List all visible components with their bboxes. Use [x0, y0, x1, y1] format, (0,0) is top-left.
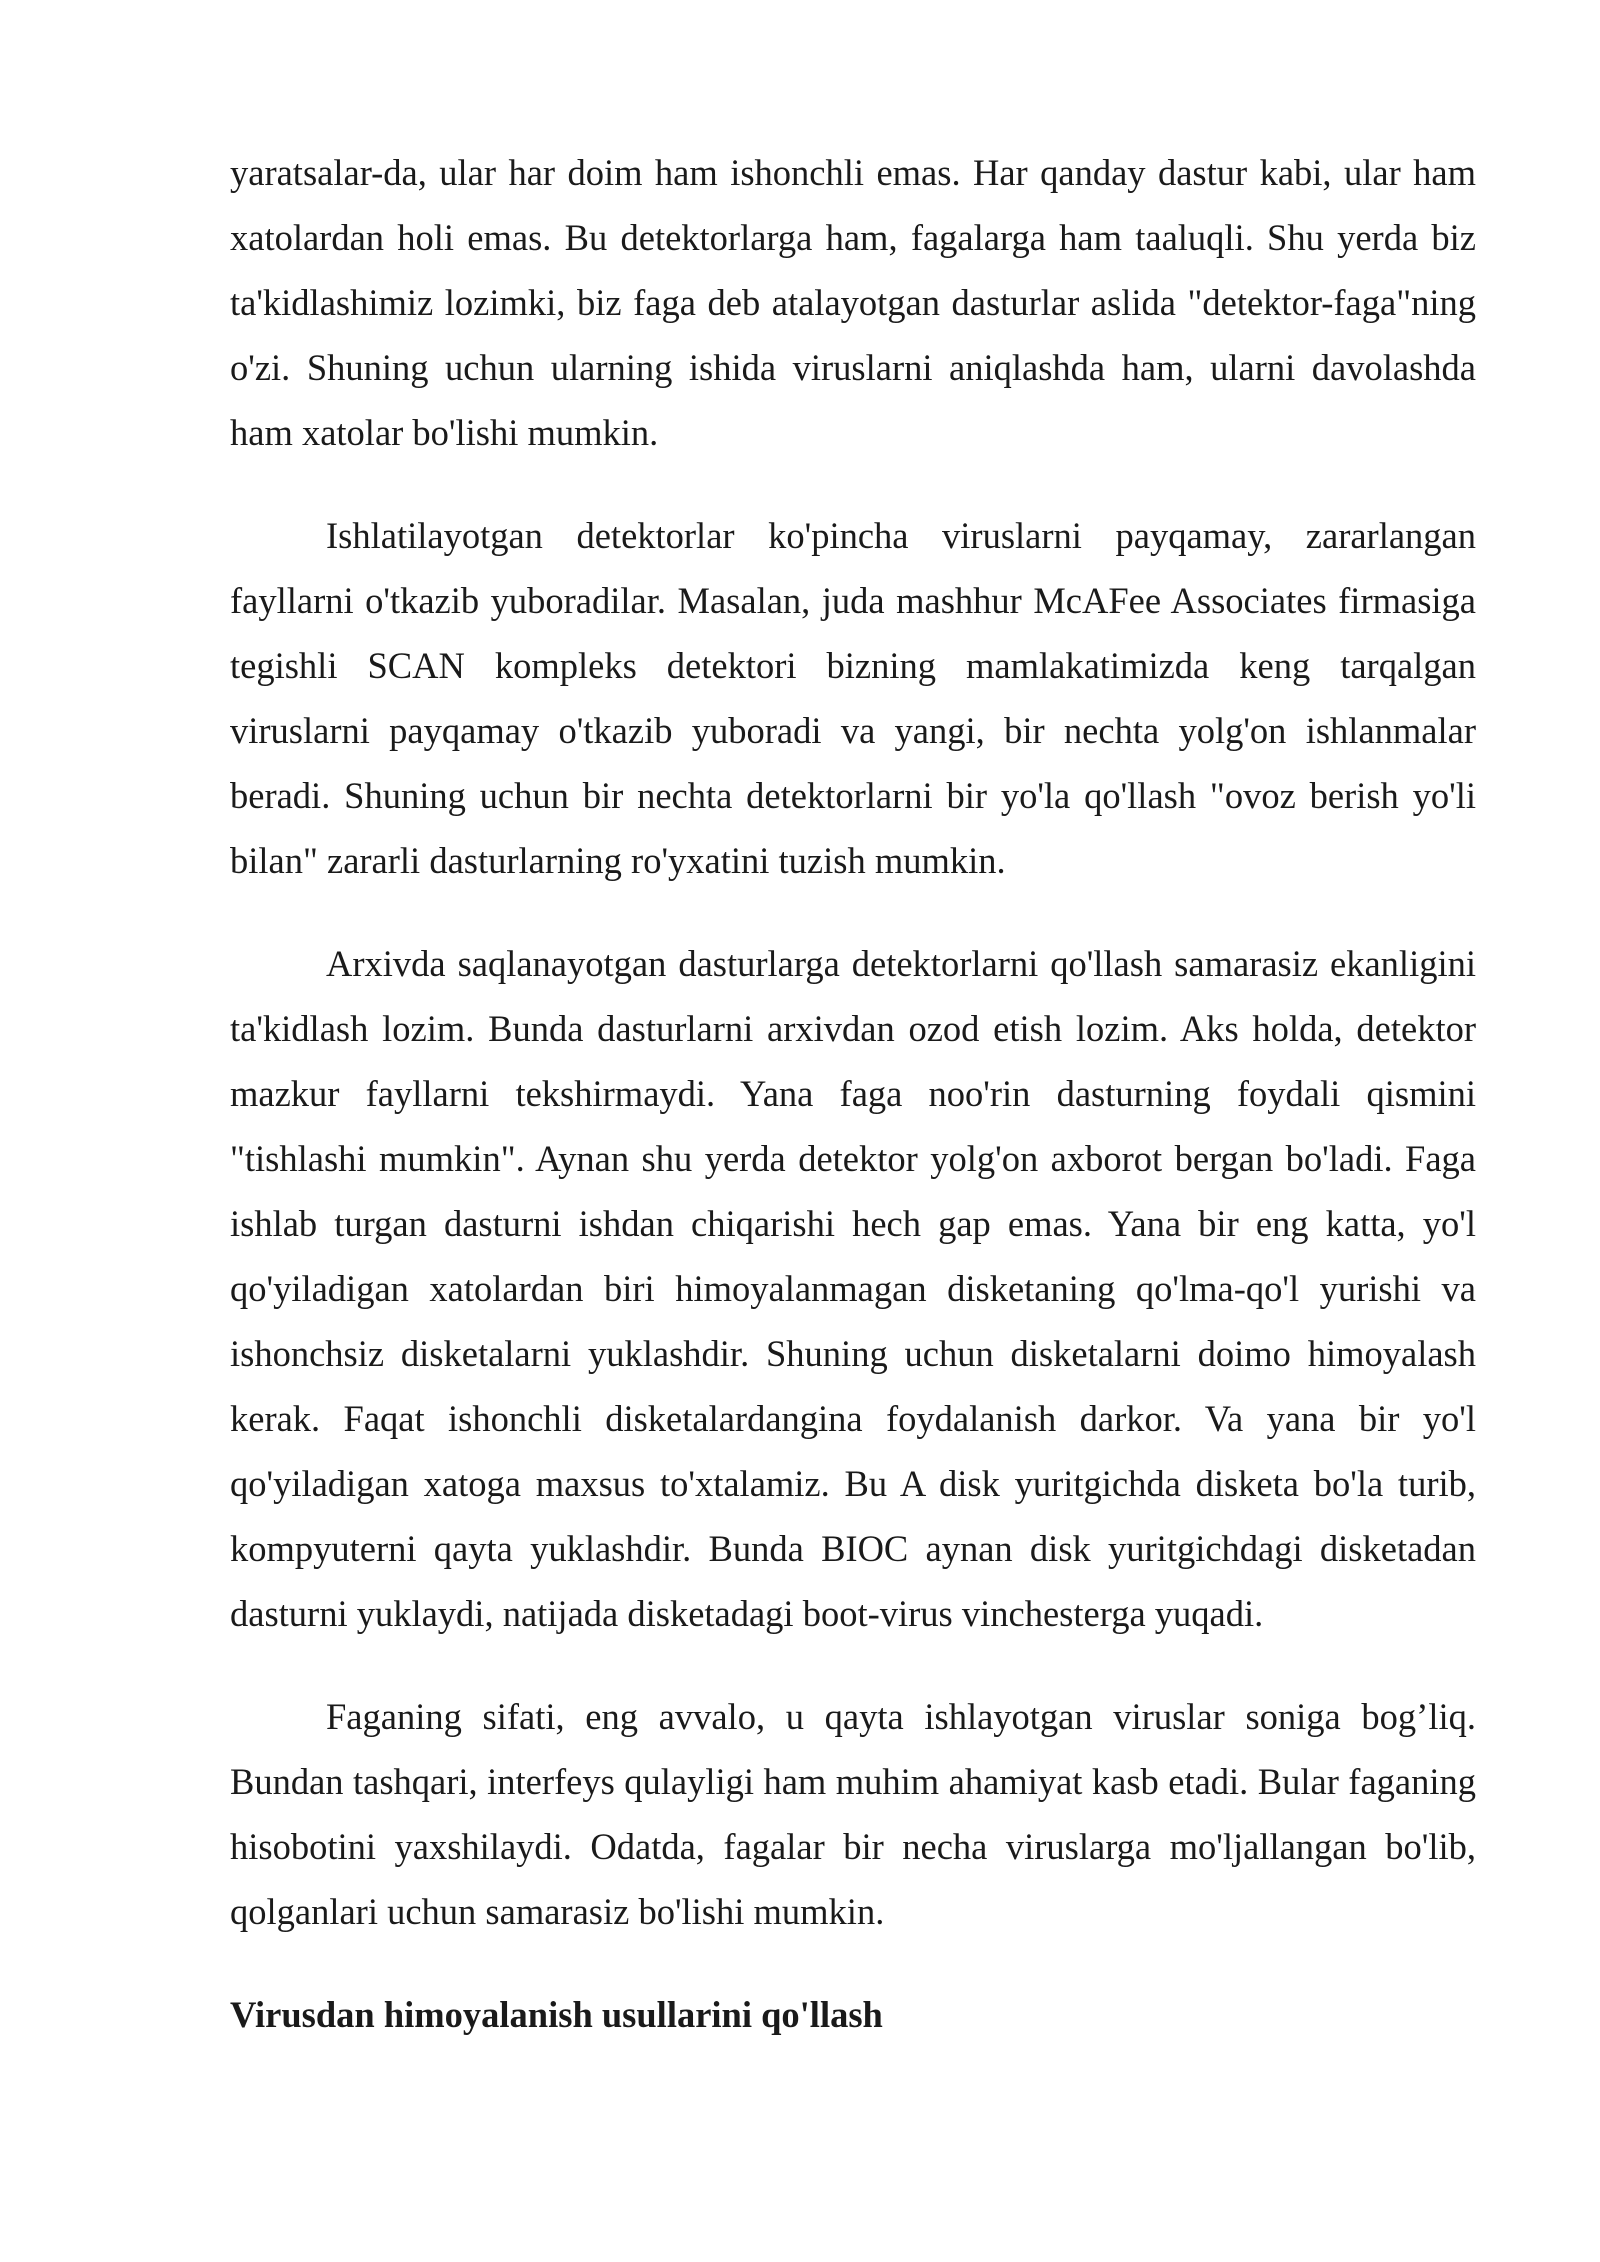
section-heading: Virusdan himoyalanish usullarini qo'llash: [230, 1994, 883, 2035]
document-body: [230, 140, 1476, 2047]
paragraph-faga-quality: Faganing sifati, eng avvalo, u qayta ishlayotgan viruslar soniga bog’liq. Bundan tashqari, interfeys qulayligi ham muhim ahamiyat kasb etadi. Bular faganing hisobotini yaxshilaydi. Odatda, fagalar bir necha viruslarga mo'ljallangan bo'lib, qolganlari uchun samarasiz bo'lishi mumkin.: [230, 1696, 1476, 1932]
paragraph-continuation: yaratsalar-da, ular har doim ham ishonchli emas. Har qanday dastur kabi, ular ham xatolardan holi emas. Bu detektorlarga ham, fagalarga ham taaluqli. Shu yerda biz ta'kidlashimiz lozimki, biz faga deb atalayotgan dasturlar aslida "detektor-faga"ning o'zi. Shuning uchun ularning ishida viruslarni aniqlashda ham, ularni davolashda ham xatolar bo'lishi mumkin.: [230, 152, 1476, 453]
paragraph-archives: Arxivda saqlanayotgan dasturlarga detektorlarni qo'llash samarasiz ekanligini ta'kidlash lozim. Bunda dasturlarni arxivdan ozod etish lozim. Aks holda, detektor mazkur fayllarni tekshirmaydi. Yana faga noo'rin dasturning foydali qismini "tishlashi mumkin". Aynan shu yerda detektor yolg'on axborot bergan bo'ladi. Faga ishlab turgan dasturni ishdan chiqarishi hech gap emas. Yana bir eng katta, yo'l qo'yiladigan xatolardan biri himoyalanmagan disketaning qo'lma-qo'l yurishi va ishonchsiz disketalarni yuklashdir. Shuning uchun disketalarni doimo himoyalash kerak. Faqat ishonchli disketalardangina foydalanish darkor. Va yana bir yo'l qo'yiladigan xatoga maxsus to'xtalamiz. Bu A disk yuritgichda disketa bo'la turib, kompyuterni qayta yuklashdir. Bunda BIOC aynan disk yuritgichdagi disketadan dasturni yuklaydi, natijada disketadagi boot-virus vinchesterga yuqadi.: [230, 943, 1476, 1634]
paragraph-detectors: Ishlatilayotgan detektorlar ko'pincha viruslarni payqamay, zararlangan fayllarni o'tkazib yuboradilar. Masalan, juda mashhur McAFee Associates firmasiga tegishli SCAN kompleks detektori bizning mamlakatimizda keng tarqalgan viruslarni payqamay o'tkazib yuboradi va yangi, bir nechta yolg'on ishlanmalar beradi. Shuning uchun bir nechta detektorlarni bir yo'la qo'llash "ovoz berish yo'li bilan" zararli dasturlarning ro'yxatini tuzish mumkin.: [230, 515, 1476, 881]
